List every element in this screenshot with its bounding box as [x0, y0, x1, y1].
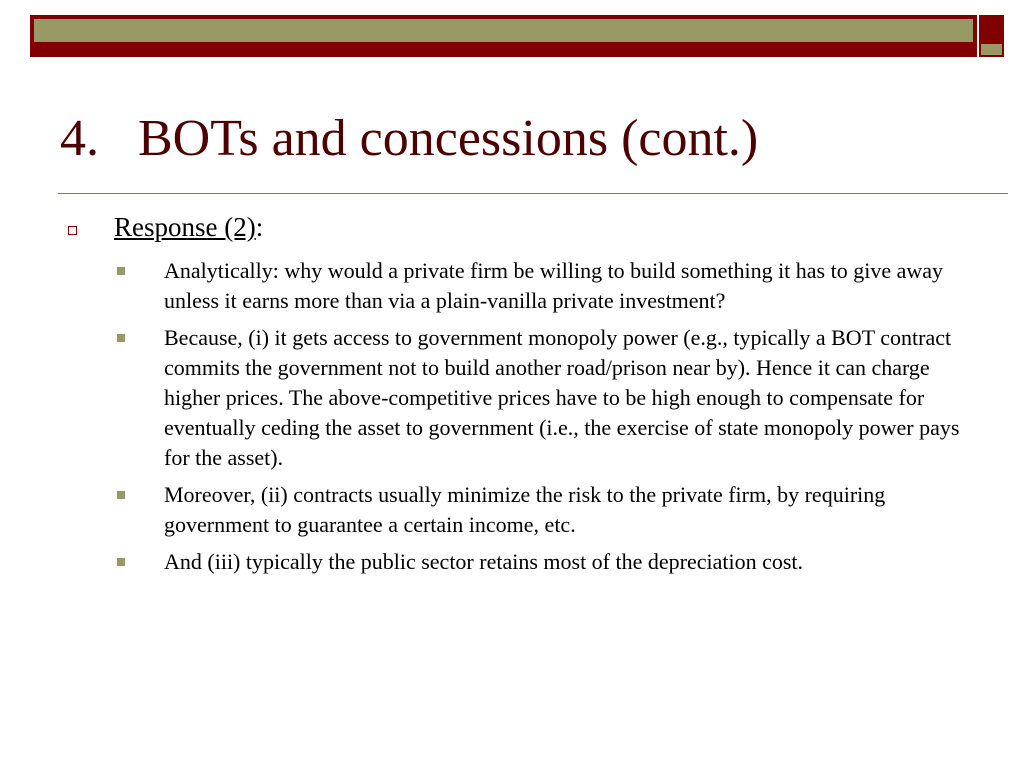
list-item-text: Because, (i) it gets access to government monopoly power (e.g., typically a BOT contract commits the government not to build another road/prison near by). Hence it can charge higher prices. The above-competitive prices have to be high enough to compensate for eventually ceding the asset to government (i.e., the exercise of state monopoly power pays for the asset).: [164, 325, 960, 470]
sub-bullet-list: [114, 256, 964, 584]
top-decorative-bar-inner: [34, 19, 973, 42]
hollow-square-bullet-icon: [68, 226, 77, 235]
slide-title: 4. BOTs and concessions (cont.): [60, 110, 759, 167]
response-label: Response (2): [114, 212, 256, 242]
corner-decoration-bottom: [979, 42, 1004, 57]
list-item: [114, 256, 964, 316]
list-item: [114, 547, 964, 577]
top-decorative-bar: [30, 15, 977, 57]
corner-decoration-top: [979, 15, 1004, 42]
square-bullet-icon: [117, 334, 125, 342]
response-colon: :: [255, 212, 264, 242]
square-bullet-icon: [117, 267, 125, 275]
list-item-text: Analytically: why would a private firm be willing to build something it has to give away unless it earns more than via a plain-vanilla private investment?: [164, 258, 944, 313]
square-bullet-icon: [117, 558, 125, 566]
square-bullet-icon: [117, 491, 125, 499]
list-item: [114, 323, 964, 473]
list-item-text: And (iii) typically the public sector retains most of the depreciation cost.: [164, 549, 804, 574]
list-item: [114, 480, 964, 540]
title-divider: [58, 193, 1008, 194]
response-heading: [114, 212, 263, 243]
list-item-text: Moreover, (ii) contracts usually minimize the risk to the private firm, by requiring government to guarantee a certain income, etc.: [164, 482, 886, 537]
